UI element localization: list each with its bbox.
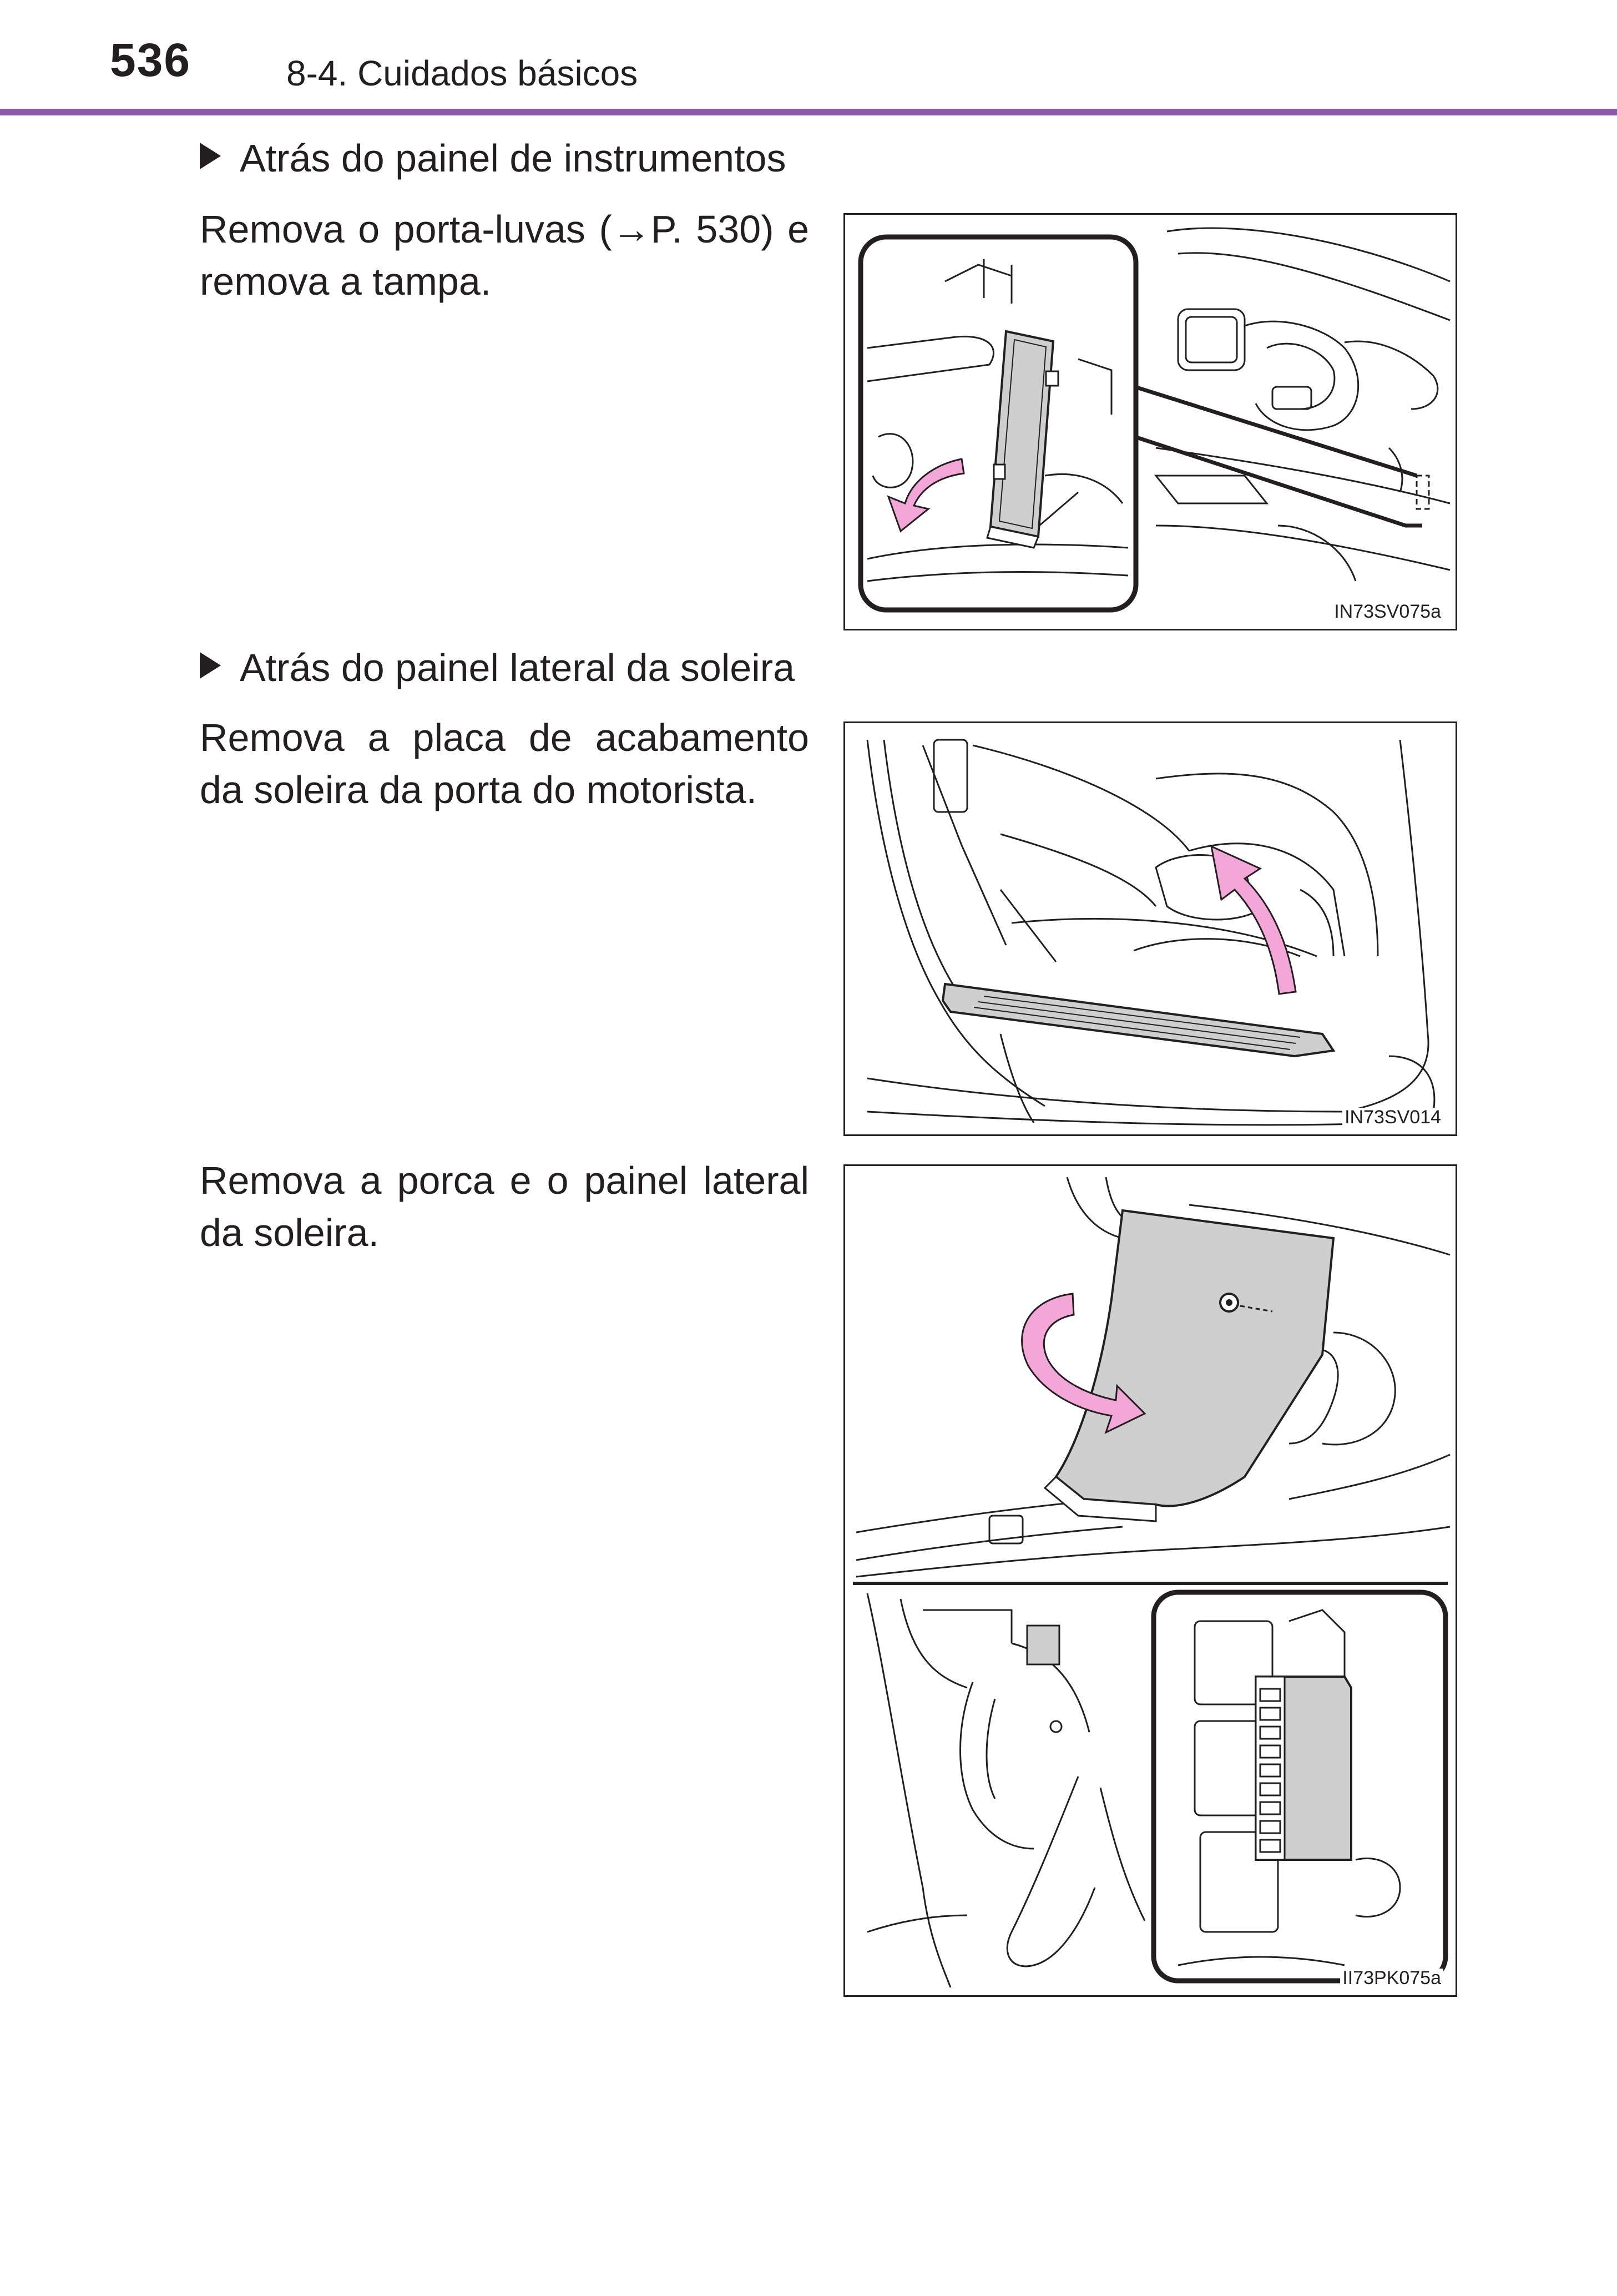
figure-code: IN73SV075a <box>1332 602 1443 621</box>
figure-code: IN73SV014 <box>1342 1108 1443 1127</box>
triangle-bullet-icon <box>200 143 221 169</box>
header-rule <box>0 109 1617 115</box>
instruction-remove-nut-and-panel: Remova a porca e o painel lateral da soleira. <box>200 1159 809 1254</box>
figure-door-sill <box>843 721 1457 1136</box>
page-number: 536 <box>110 34 191 86</box>
instruction-remove-scuff-plate: Remova a placa de acabamento da soleira da porta do motorista. <box>200 716 809 811</box>
heading-text: Atrás do painel de instrumentos <box>240 137 786 180</box>
heading-text: Atrás do painel lateral da soleira <box>240 646 795 689</box>
door-scuff-plate-icon <box>845 723 1456 1134</box>
figure-side-panel <box>843 1164 1457 1997</box>
section-title: 8-4. Cuidados básicos <box>286 53 638 93</box>
heading-behind-sill-side-panel <box>200 648 795 687</box>
figure-glove-box <box>843 213 1457 630</box>
figure-code: II73PK075a <box>1340 1969 1443 1987</box>
heading-behind-instrument-panel <box>200 139 786 178</box>
instruction-remove-glove-box: Remova o porta-luvas (→P. 530) e remova a tampa. <box>200 208 809 303</box>
glove-box-cover-icon <box>845 215 1456 629</box>
triangle-bullet-icon <box>200 652 221 679</box>
side-panel-nut-icon <box>845 1166 1456 1995</box>
